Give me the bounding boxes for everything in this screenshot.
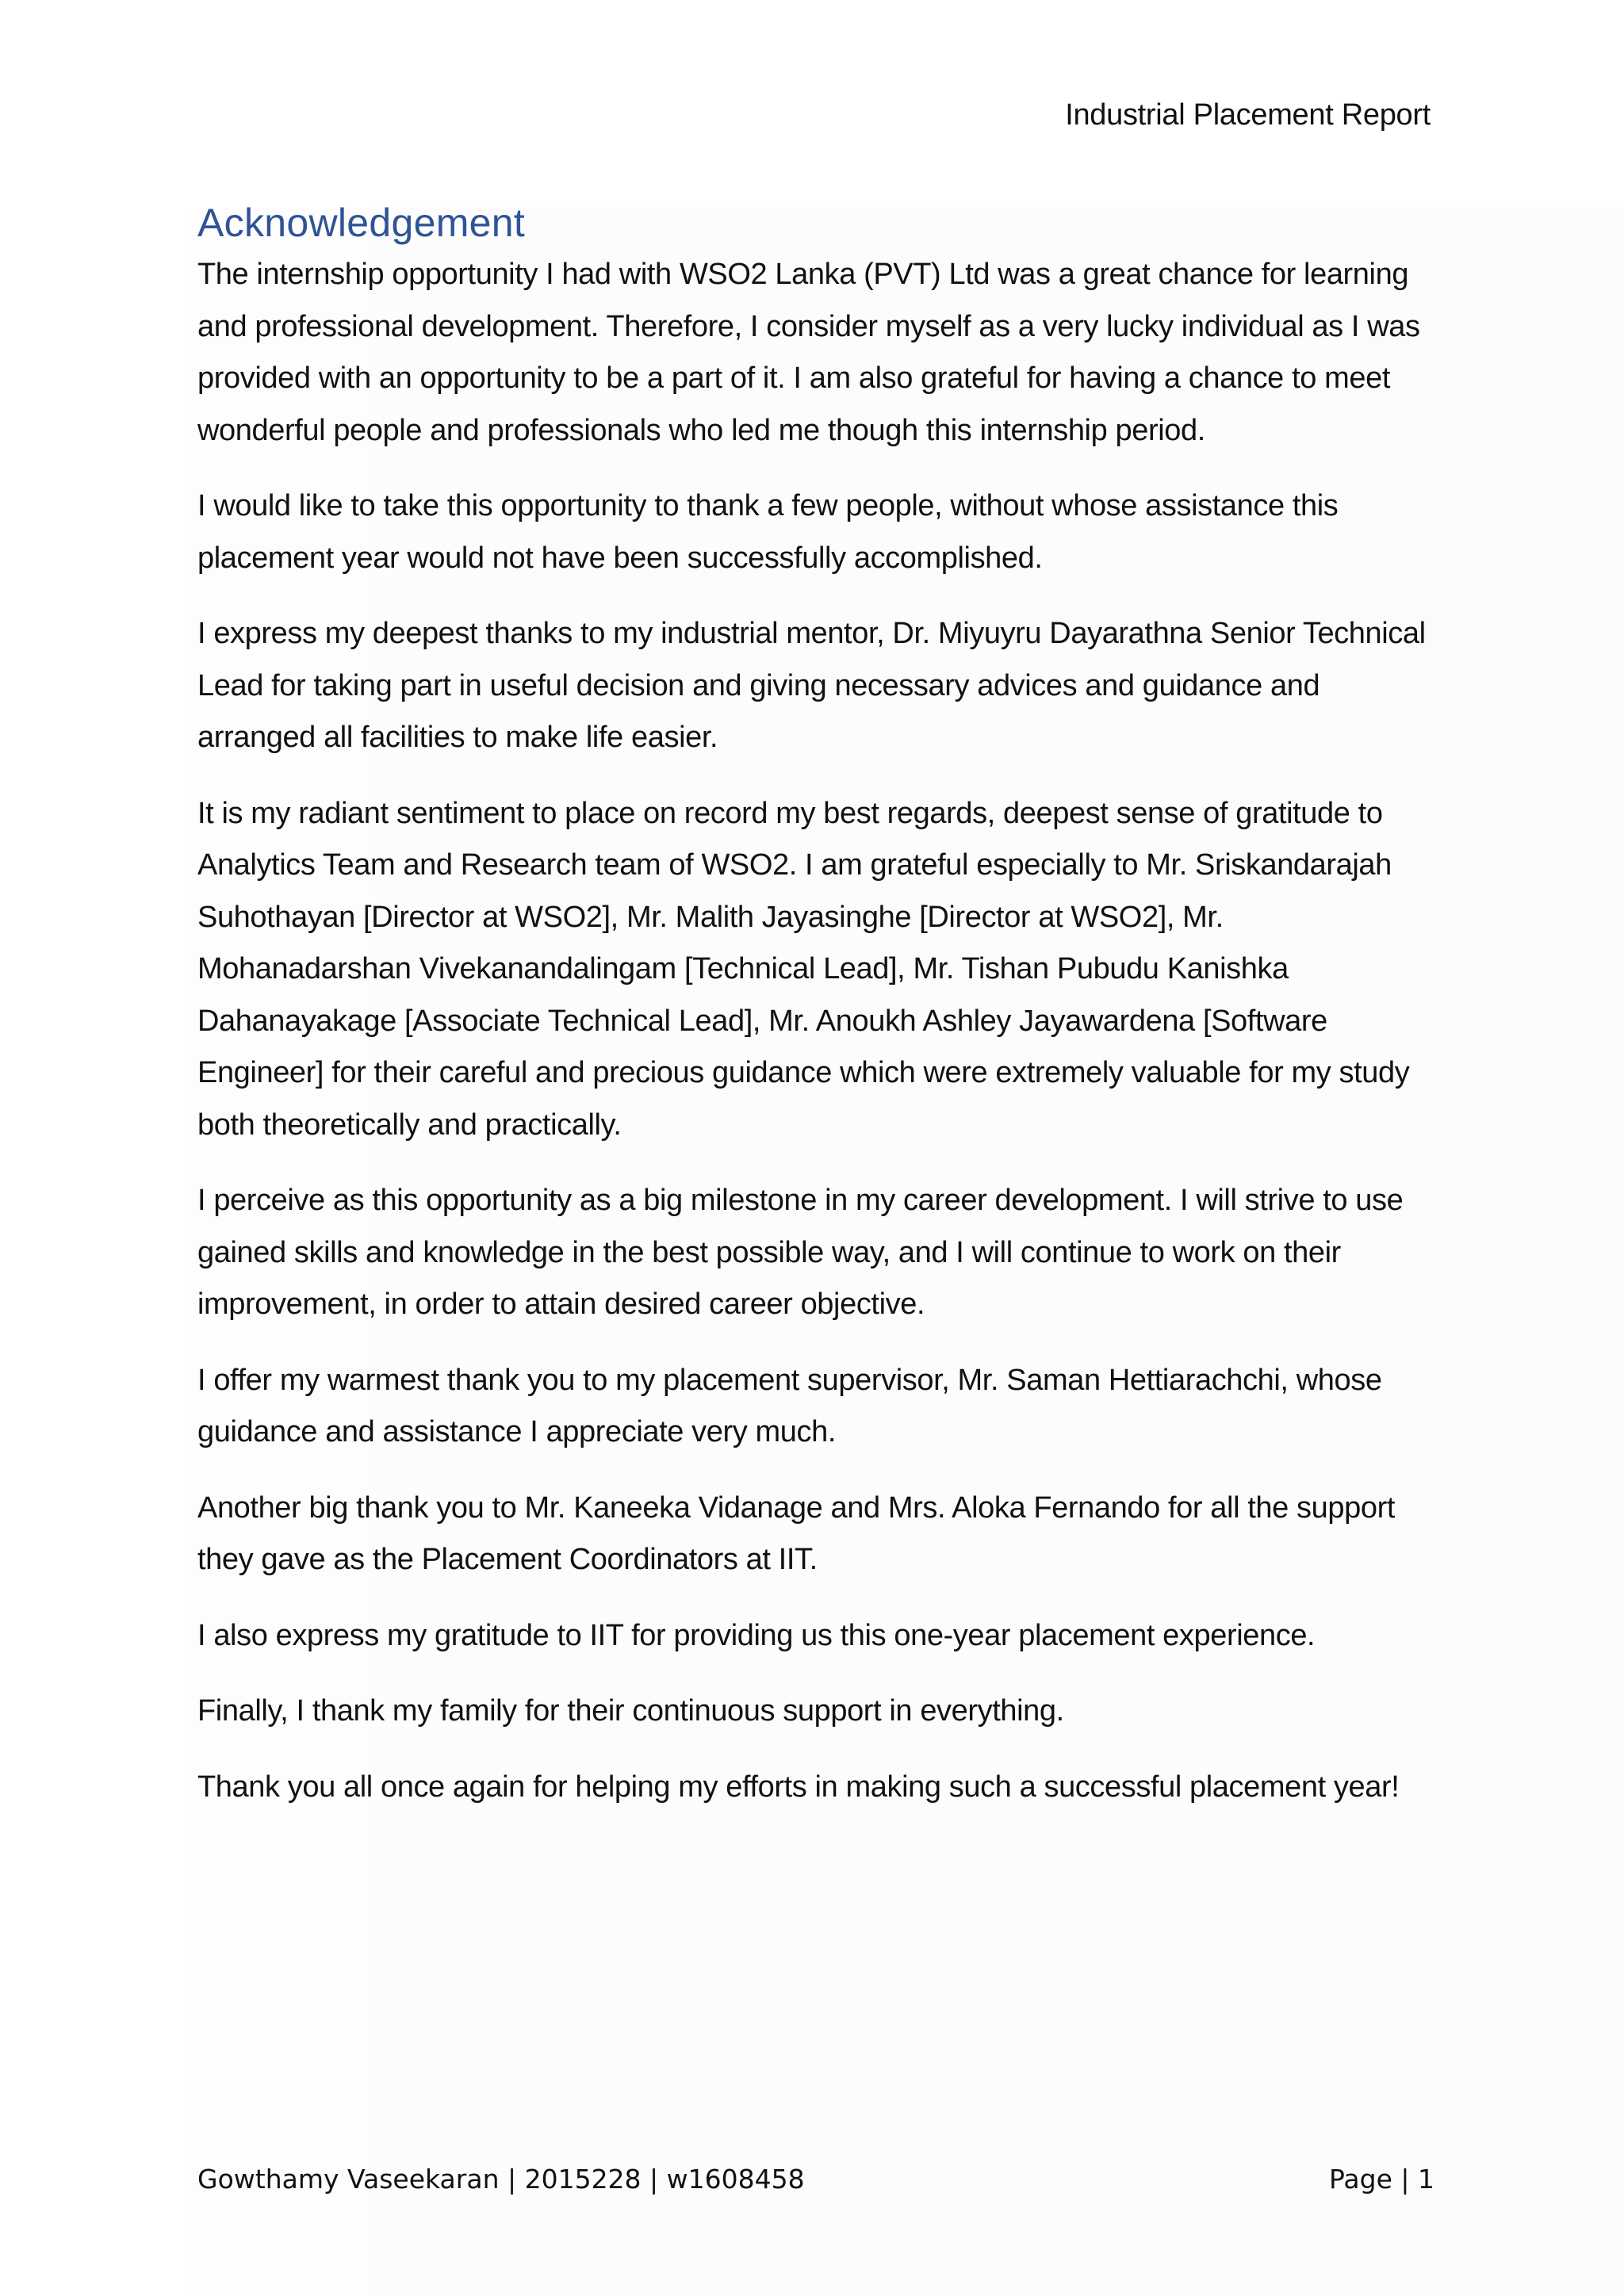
paragraph-supervisor: I offer my warmest thank you to my placement supervisor, Mr. Saman Hettiarachchi, whose guidance and assistance I appreciate very much. [197,1363,1382,1448]
paragraph-mentor: I express my deepest thanks to my industrial mentor, Dr. Miyuyru Dayarathna Senior Technical Lead for taking part in useful decision and giving necessary advices and guidance and arranged all facilities to make life easier. [197,617,1426,754]
footer-page-number: Page | 1 [1329,2164,1434,2195]
footer-author-info: Gowthamy Vaseekaran | 2015228 | w1608458 [197,2164,805,2195]
paragraph-intro: The internship opportunity I had with WSO2 Lanka (PVT) Ltd was a great chance for learning and professional development. Therefore, I consider myself as a very lucky individual as I was provided with an opportunity to be a part of it. I am also grateful for having a chance to meet wonderful people and professionals who led me though this internship period. [197,258,1420,447]
running-header: Industrial Placement Report [1065,98,1431,132]
paragraph-milestone: I perceive as this opportunity as a big milestone in my career development. I will strive to use gained skills and knowledge in the best possible way, and I will continue to work on their improvement, in order to attain desired career objective. [197,1184,1404,1321]
section-title: Acknowledgement [197,201,526,245]
paragraph-thanks-intro: I would like to take this opportunity to thank a few people, without whose assistance this placement year would not have been successfully accomplished. [197,489,1339,575]
paragraph-coordinators: Another big thank you to Mr. Kaneeka Vidanage and Mrs. Aloka Fernando for all the support they gave as the Placement Coordinators at IIT. [197,1490,1396,1576]
page-footer [197,2163,1434,2196]
document-body [197,198,1434,1837]
paragraph-family: Finally, I thank my family for their continuous support in everything. [197,1694,1064,1728]
paragraph-iit: I also express my gratitude to IIT for providing us this one-year placement experience. [197,1618,1316,1652]
paragraph-closing: Thank you all once again for helping my efforts in making such a successful placement year! [197,1770,1400,1804]
paragraph-team: It is my radiant sentiment to place on record my best regards, deepest sense of gratitude to Analytics Team and Research team of WSO2. I am grateful especially to Mr. Sriskandarajah Suhothayan [Director at WSO2], Mr. Malith Jayasinghe [Director at WSO2], Mr. Mohanadarshan Vivekanandalingam [Technical Lead], Mr. Tishan Pubudu Kanishka Dahanayakage [Associate Technical Lead], Mr. Anoukh Ashley Jayawardena [Software Engineer] for their careful and precious guidance which were extremely valuable for my study both theoretically and practically. [197,796,1410,1142]
